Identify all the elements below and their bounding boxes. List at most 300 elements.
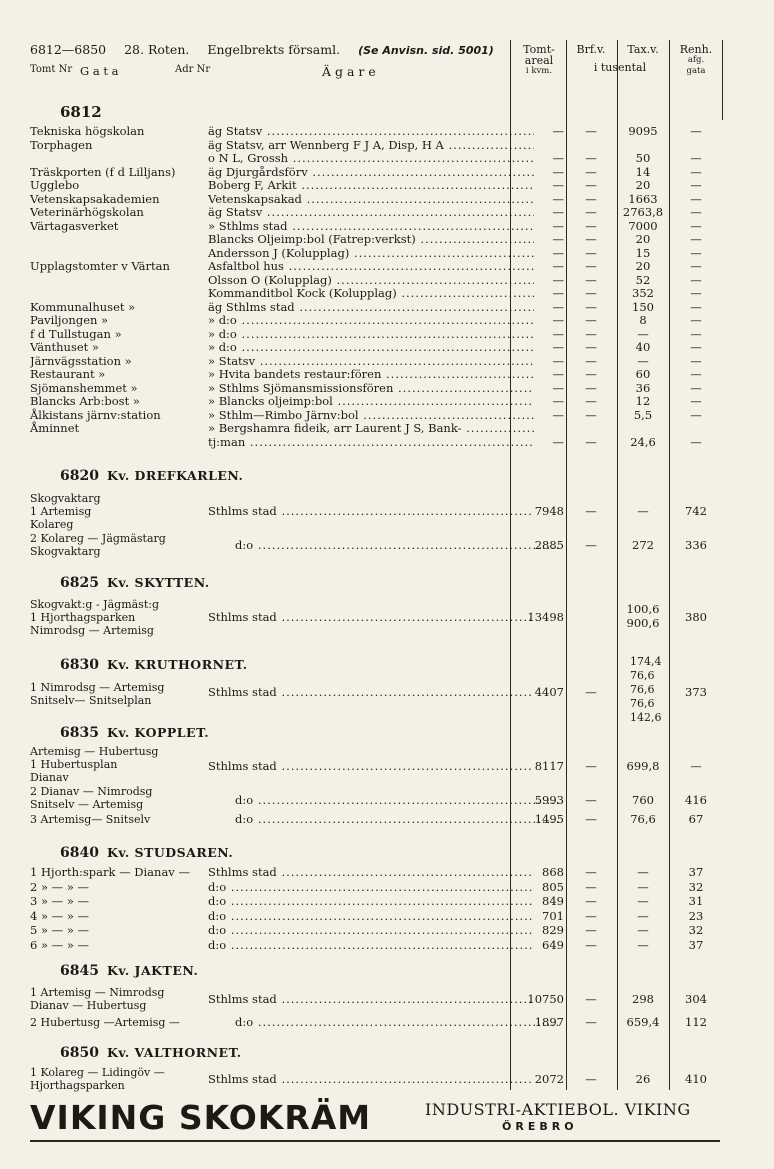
area: 5993 [534, 793, 564, 807]
brf-value: — [585, 923, 597, 937]
renh-value: 37 [688, 937, 704, 952]
renh-value: 32 [688, 923, 704, 937]
street-line: 2 Kolareg — Jägmästarg [30, 532, 166, 545]
area: — [552, 286, 564, 300]
tax-value: 699,8 [626, 759, 660, 773]
block-name: Kv. VALTHORNET. [106, 1045, 242, 1060]
renh-value: 410 [685, 1072, 707, 1086]
renh-value: 373 [685, 685, 707, 699]
property-name: Blancks Arb:bost » [30, 394, 140, 408]
owner: d:o ..... [235, 1015, 561, 1030]
block-name: Kv. KOPPLET. [106, 725, 210, 740]
street-line: Dianav [30, 771, 69, 784]
block-name: Kv. SKYTTEN. [106, 575, 210, 590]
area: 7948 [534, 504, 564, 518]
property-name: Värtagasverket [30, 218, 119, 233]
tax-value: 50 [635, 151, 651, 165]
section-title [60, 963, 198, 979]
col-agare: Ä g a r e [322, 64, 376, 79]
area: — [552, 205, 564, 219]
block-number: 6825 [60, 575, 99, 591]
brf-value: — [585, 178, 597, 192]
col-renh-label3: gata [686, 66, 706, 76]
area: — [552, 353, 564, 368]
renh-value: — [690, 272, 702, 287]
area: — [552, 326, 564, 341]
owner: Blancks Oljeimp:bol (Fatrep:verkst) ..... [208, 232, 534, 247]
header-title-line [30, 42, 508, 57]
property-name: Ugglebo [30, 178, 80, 192]
table-row [30, 880, 730, 895]
property-name: Vetenskapsakademien [30, 191, 160, 206]
area: 2072 [534, 1072, 564, 1086]
area: — [552, 124, 564, 138]
renh-value: 23 [688, 908, 704, 923]
owner: o N L, Grossh ..... [208, 151, 534, 166]
brf-value: — [585, 865, 597, 879]
owner: » Hvita bandets restaur:fören ..... [208, 367, 534, 382]
lot-range: 6812—6850 [30, 42, 107, 57]
section-6812-title: 6812 [60, 103, 102, 121]
area: 849 [542, 894, 564, 908]
renh-value: — [690, 759, 702, 773]
brf-value: — [585, 685, 597, 699]
block-name: Kv. STUDSAREN. [106, 845, 234, 860]
area: 805 [542, 879, 564, 894]
area: 10750 [527, 992, 564, 1006]
tax-value: 76,6 [630, 812, 656, 826]
section-6850 [30, 1066, 730, 1096]
tax-values [630, 655, 662, 725]
brf-value: — [585, 259, 597, 273]
table-row [30, 894, 730, 909]
owner: d:o ..... [235, 793, 561, 808]
area: 2885 [534, 538, 564, 552]
area: — [552, 218, 564, 233]
tax-value: 76,6 [630, 697, 655, 710]
section-6845 [30, 986, 730, 1036]
renh-value: — [690, 299, 702, 314]
block-number: 6835 [60, 725, 99, 741]
col-renh-head [670, 44, 722, 77]
street-line: 2 » — » — [30, 879, 90, 894]
brf-value: — [585, 124, 597, 138]
owner: äg Sthlms stad ..... [208, 300, 534, 315]
col-adr-nr: Adr Nr [175, 64, 211, 75]
tax-value: 24,6 [630, 434, 656, 449]
tax-value: 659,4 [626, 1015, 660, 1029]
area: — [552, 259, 564, 273]
brf-value: — [585, 434, 597, 449]
owner: äg Statsv ..... [208, 124, 534, 139]
tax-value: — [637, 908, 649, 923]
street-line: 4 » — » — [30, 908, 90, 923]
property-name: Kommunalhuset » [30, 299, 136, 314]
owner: » d:o ..... [208, 340, 534, 355]
brf-value: — [585, 232, 597, 246]
owner: » d:o ..... [208, 327, 534, 342]
owner: Olsson O (Kolupplag) ..... [208, 273, 534, 288]
brf-value: — [585, 1072, 597, 1086]
tax-value: 40 [635, 340, 651, 354]
tax-value: 7000 [628, 218, 658, 233]
section-6835 [30, 745, 730, 835]
area: — [552, 151, 564, 165]
brf-value: — [585, 340, 597, 354]
brf-value: — [585, 353, 597, 368]
area: — [552, 191, 564, 206]
owner: tj:man ..... [208, 435, 534, 450]
area: 701 [542, 908, 564, 923]
brf-value: — [585, 937, 597, 952]
district: 28. Roten. [124, 42, 190, 57]
renh-value: 31 [688, 894, 704, 908]
tax-value: 150 [632, 299, 654, 314]
brf-value: — [585, 299, 597, 314]
area: — [552, 313, 564, 327]
owner: Sthlms stad ..... [208, 504, 534, 519]
renh-value: — [690, 326, 702, 341]
area: 4407 [534, 685, 564, 699]
owner: Sthlms stad ..... [208, 759, 534, 774]
brf-value: — [585, 394, 597, 408]
table-row [30, 435, 730, 450]
renh-value: 37 [688, 865, 704, 879]
tax-value: 60 [635, 367, 651, 381]
tax-value: — [637, 894, 649, 908]
renh-value: — [690, 380, 702, 395]
tax-value: 76,6 [630, 669, 655, 682]
owner: Sthlms stad ..... [208, 610, 534, 625]
renh-value: — [690, 245, 702, 260]
owner: » d:o ..... [208, 313, 534, 328]
tax-values [618, 602, 668, 630]
property-name: Torphagen [30, 137, 93, 152]
tax-value: 20 [635, 232, 651, 246]
renh-value: — [690, 394, 702, 408]
owner: Sthlms stad ..... [208, 1072, 534, 1087]
tax-value: 1663 [628, 191, 658, 206]
street-line: Dianav — Hubertusg [30, 999, 147, 1012]
col-area-unit: i kvm. [525, 66, 553, 76]
page-header [30, 38, 734, 90]
section-6825 [30, 598, 730, 648]
brf-value: — [585, 879, 597, 894]
tax-value: 26 [635, 1072, 651, 1086]
renh-value: — [690, 434, 702, 449]
area: — [552, 340, 564, 354]
street-line: Snitselv — Artemisg [30, 798, 144, 811]
owner: d:o ..... [208, 894, 534, 909]
renh-value: — [690, 205, 702, 219]
section-6830 [30, 655, 730, 735]
street-line: Skogvaktarg [30, 545, 101, 558]
footer-rule [30, 1140, 720, 1142]
street-line: 1 Artemisg — Nimrodsg [30, 986, 165, 999]
tax-value: 36 [635, 380, 651, 395]
brf-value: — [585, 245, 597, 260]
brf-value: — [585, 793, 597, 807]
property-name: Upplagstomter v Värtan [30, 259, 170, 273]
owner: » Sthlm—Rimbo Järnv:bol ..... [208, 408, 534, 423]
reference-note: (Se Anvisn. sid. 5001) [358, 44, 494, 57]
brf-value: — [585, 367, 597, 381]
property-name: f d Tullstugan » [30, 326, 122, 341]
tax-value: 15 [635, 245, 651, 260]
renh-value: — [690, 407, 702, 422]
renh-value: — [690, 259, 702, 273]
brf-value: — [585, 218, 597, 233]
street-line: 1 Hubertusplan [30, 758, 118, 771]
renh-value: — [690, 353, 702, 368]
owner: d:o ..... [208, 923, 534, 938]
street-line: Kolareg [30, 518, 74, 531]
tax-value: 14 [635, 164, 651, 179]
property-name: Tekniska högskolan [30, 124, 145, 138]
brf-value: — [585, 313, 597, 327]
tax-value: — [637, 865, 649, 879]
owner: äg Statsv, arr Wennberg F J A, Disp, H A ..... [208, 138, 534, 153]
area: — [552, 434, 564, 449]
brf-value: — [585, 504, 597, 518]
tax-value: — [637, 923, 649, 937]
property-name: Sjömanshemmet » [30, 380, 138, 395]
property-name: Träskporten (f d Lilljans) [30, 164, 176, 179]
owner: Kommanditbol Kock (Kolupplag) ..... [208, 286, 534, 301]
property-name: Järnvägsstation » [30, 353, 132, 368]
renh-value: — [690, 151, 702, 165]
area: — [552, 178, 564, 192]
tax-value: — [637, 504, 649, 518]
renh-value: — [690, 286, 702, 300]
renh-value: — [690, 313, 702, 327]
col-tax-head [618, 44, 668, 55]
renh-value: — [690, 191, 702, 206]
col-tusental-label: i tusental [593, 61, 647, 74]
renh-value: — [690, 367, 702, 381]
tax-value: 5,5 [633, 407, 653, 422]
renh-value: 67 [688, 812, 704, 826]
col-tax-label: Tax.v. [627, 43, 659, 56]
street-line: Artemisg — Hubertusg [30, 745, 159, 758]
tax-value: 9095 [628, 124, 658, 138]
tax-value: 142,6 [630, 711, 662, 724]
owner: d:o ..... [208, 880, 534, 895]
street-line: Hjorthagsparken [30, 1079, 125, 1092]
owner: d:o ..... [208, 938, 534, 953]
street-line: 3 » — » — [30, 894, 90, 908]
section-6820 [30, 492, 730, 580]
col-tomt-nr: Tomt Nr [30, 64, 73, 75]
owner: äg Statsv ..... [208, 205, 534, 220]
area: — [552, 380, 564, 395]
owner: Sthlms stad ..... [208, 865, 534, 880]
renh-value: — [690, 218, 702, 233]
street-line: 3 Artemisg— Snitselv [30, 813, 151, 826]
tax-value: 272 [632, 538, 654, 552]
tax-value: — [637, 353, 649, 368]
area: — [552, 232, 564, 246]
col-area-label2: areal [524, 54, 554, 67]
tax-value: 100,6 [626, 602, 660, 616]
col-area-label: Tomt- [523, 43, 555, 56]
renh-value: 32 [688, 879, 704, 894]
area: 1897 [534, 1015, 564, 1029]
company-name: INDUSTRI-AKTIEBOL. VIKING [425, 1100, 691, 1119]
renh-value: — [690, 164, 702, 179]
table-row [30, 923, 730, 938]
street-line: 1 Nimrodsg — Artemisg [30, 681, 165, 694]
renh-value: 380 [685, 610, 707, 624]
street-line: 2 Dianav — Nimrodsg [30, 785, 153, 798]
area: — [552, 394, 564, 408]
brf-value: — [585, 272, 597, 287]
property-name: Veterinärhögskolan [30, 205, 144, 219]
col-brf-label: Brf.v. [576, 43, 606, 56]
tax-value: 2763,8 [622, 205, 664, 219]
area: 829 [542, 923, 564, 937]
owner: Sthlms stad ..... [208, 992, 534, 1007]
owner: d:o ..... [235, 538, 561, 553]
brf-value: — [585, 407, 597, 422]
area: 649 [542, 937, 564, 952]
tax-value: 76,6 [630, 683, 655, 696]
area: — [552, 407, 564, 422]
col-renh-label: Renh. [679, 43, 713, 56]
table-row [30, 909, 730, 924]
area: — [552, 245, 564, 260]
section-title [60, 1045, 242, 1061]
street-line: 1 Hjorth:spark — Dianav — [30, 865, 190, 879]
tax-value: — [637, 937, 649, 952]
table-row [30, 938, 730, 953]
owner: » Bergshamra fideik, arr Laurent J S, Bank- ..... [208, 421, 534, 436]
renh-value: 336 [685, 538, 707, 552]
section-title [60, 575, 210, 591]
renh-value: — [690, 124, 702, 138]
brf-value: — [585, 894, 597, 908]
street-line: Snitselv— Snitselplan [30, 694, 152, 707]
owner: » Sthlms stad ..... [208, 219, 534, 234]
brf-value: — [585, 380, 597, 395]
brf-value: — [585, 1015, 597, 1029]
owner: Vetenskapsakad ..... [208, 192, 534, 207]
area: — [552, 164, 564, 179]
brf-value: — [585, 538, 597, 552]
col-gata: G a t a [80, 64, 119, 78]
street-line: 1 Kolareg — Lidingöv — [30, 1066, 165, 1079]
area: — [552, 272, 564, 287]
brf-value: — [585, 191, 597, 206]
block-name: Kv. KRUTHORNET. [106, 657, 248, 672]
brand-name: VIKING SKOKRÄM [30, 1098, 372, 1137]
col-renh-label2: afg. [687, 55, 705, 65]
property-name: Paviljongen » [30, 313, 109, 327]
brf-value: — [585, 908, 597, 923]
property-name: Åminnet [30, 421, 80, 435]
col-brf-head [566, 44, 616, 55]
owner: d:o ..... [208, 909, 534, 924]
tax-value: 12 [635, 394, 651, 408]
section-title [60, 845, 233, 861]
property-name: Vänthuset » [30, 340, 99, 354]
owner: » Sthlms Sjömansmissionsfören ..... [208, 381, 534, 396]
tax-value: 20 [635, 178, 651, 192]
property-name: Restaurant » [30, 367, 106, 381]
area: — [552, 299, 564, 314]
renh-value: — [690, 232, 702, 246]
tax-value: 8 [639, 313, 647, 327]
section-title [60, 725, 209, 741]
area: 13498 [527, 610, 564, 624]
brf-value: — [585, 992, 597, 1006]
col-area-head [514, 44, 564, 77]
brf-value: — [585, 759, 597, 773]
street-line: 1 Artemisg [30, 505, 92, 518]
parish: Engelbrekts församl. [207, 42, 341, 57]
street-line: 5 » — » — [30, 923, 90, 937]
owner: äg Djurgårdsförv ..... [208, 165, 534, 180]
renh-value: 416 [685, 793, 707, 807]
brf-value: — [585, 326, 597, 341]
owner: » Statsv ..... [208, 354, 534, 369]
brf-value: — [585, 151, 597, 165]
owner: Asfaltbol hus ..... [208, 259, 534, 274]
tax-value: — [637, 326, 649, 341]
tax-value: 52 [635, 272, 651, 287]
tax-value: — [637, 879, 649, 894]
property-name: Ålkistans järnv:station [30, 407, 161, 422]
brf-value: — [585, 812, 597, 826]
area: 868 [542, 865, 564, 879]
street-line: Skogvaktarg [30, 492, 101, 505]
street-line: 2 Hubertusg —Artemisg — [30, 1016, 180, 1029]
section-title [60, 468, 243, 484]
street-line: 1 Hjorthagsparken [30, 611, 136, 624]
renh-value: — [690, 340, 702, 354]
tax-value: 174,4 [630, 655, 662, 668]
brf-value: — [585, 164, 597, 179]
block-number: 6850 [60, 1045, 99, 1061]
area: 1495 [534, 812, 564, 826]
footer-advertisement [30, 1096, 730, 1140]
street-line: Skogvakt:g - Jägmäst:g [30, 598, 159, 611]
block-name: Kv. JAKTEN. [106, 963, 199, 978]
street-line: 6 » — » — [30, 937, 90, 952]
renh-value: 304 [685, 992, 707, 1006]
brf-value: — [585, 205, 597, 219]
tax-value: 20 [635, 259, 651, 273]
block-number: 6830 [60, 657, 99, 673]
brf-value: — [585, 286, 597, 300]
renh-value: 112 [685, 1015, 707, 1029]
tax-value: 298 [632, 992, 654, 1006]
area: — [552, 367, 564, 381]
owner: Boberg F, Arkit ..... [208, 178, 534, 193]
block-number: 6840 [60, 845, 99, 861]
block-name: Kv. DREFKARLEN. [106, 468, 244, 483]
owner: » Blancks oljeimp:bol ..... [208, 394, 534, 409]
renh-value: — [690, 178, 702, 192]
block-number: 6820 [60, 468, 99, 484]
tax-value: 900,6 [626, 616, 660, 630]
street-line: Nimrodsg — Artemisg [30, 624, 154, 637]
owner: d:o ..... [235, 812, 561, 827]
table-row [30, 865, 730, 880]
company-city: ÖREBRO [502, 1120, 578, 1133]
col-tusental [570, 62, 670, 73]
tax-value: 760 [632, 793, 654, 807]
